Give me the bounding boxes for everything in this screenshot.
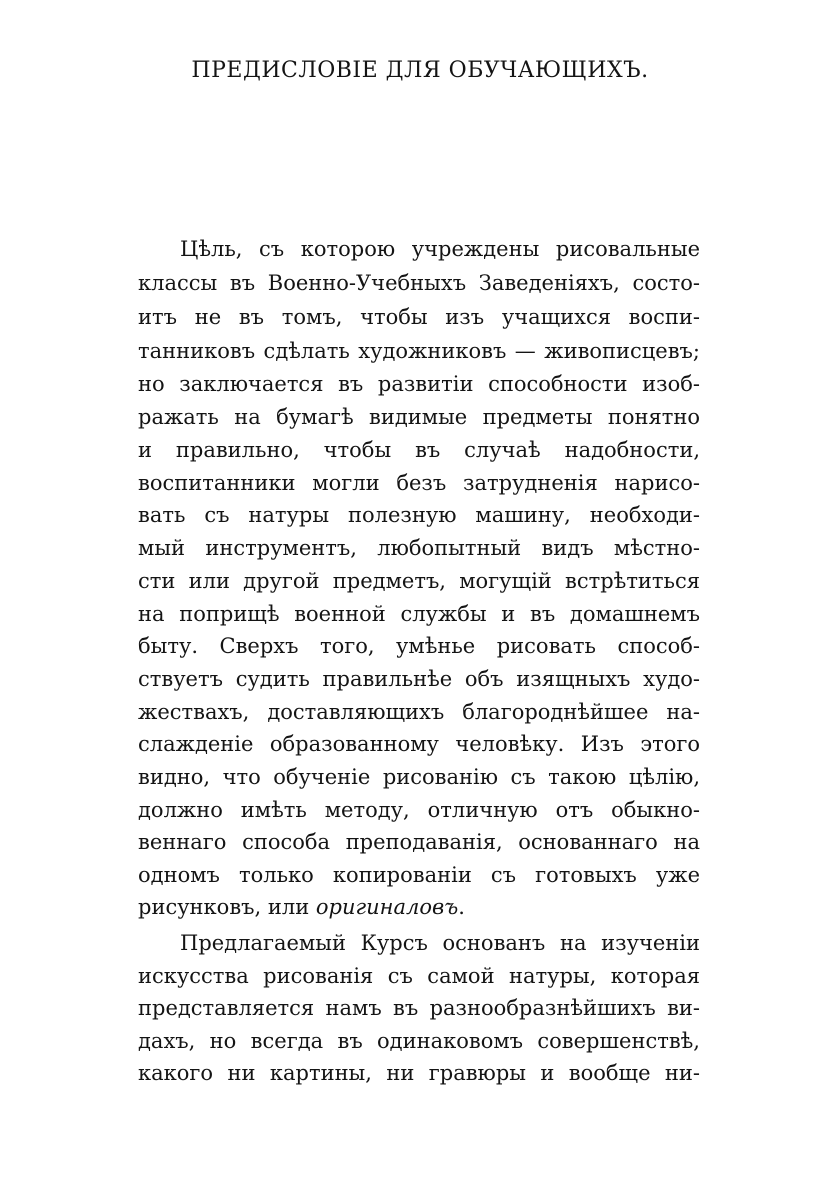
text-line: итъ не въ томъ, чтобы изъ учащихся воспи- — [138, 305, 700, 329]
text-line: но заключается въ развитіи способности изоб- — [138, 372, 700, 396]
text-line: ствуетъ судить правильнѣе объ изящныхъ худо- — [138, 667, 700, 691]
page-title: ПРЕДИСЛОВІЕ ДЛЯ ОБУЧАЮЩИХЪ. — [191, 58, 649, 83]
text-line: видно, что обученіе рисованію съ такою цѣлію, — [138, 765, 700, 789]
text-line: ражать на бумагѣ видимые предметы понятно — [138, 405, 700, 429]
text-line: должно имѣть методу, отличную отъ обыкно- — [138, 798, 700, 822]
text-line: представляется намъ въ разнообразнѣйшихъ ви- — [138, 996, 700, 1020]
text-line: мый инструментъ, любопытный видъ мѣстно- — [138, 536, 700, 560]
italic-term: оригиналовъ — [315, 895, 459, 919]
text-line: быту. Сверхъ того, умѣнье рисовать способ- — [138, 634, 700, 658]
text-line: дахъ, но всегда въ одинаковомъ совершенствѣ, — [138, 1029, 700, 1053]
text-line: на поприщѣ военной службы и въ домашнемъ — [138, 602, 700, 626]
text-run: . — [458, 895, 465, 919]
text-line-last — [138, 890, 700, 924]
text-line: веннаго способа преподаванія, основаннаго на — [138, 830, 700, 854]
text-line: жествахъ, доставляющихъ благороднѣйшее на- — [138, 700, 700, 724]
text-line: какого ни картины, ни гравюры и вообще ни- — [138, 1061, 700, 1085]
text-line: слажденіе образованному человѣку. Изъ этого — [138, 732, 700, 756]
text-line: Цѣль, съ которою учреждены рисовальные — [180, 237, 700, 261]
text-line: одномъ только копированіи съ готовыхъ уже — [138, 863, 700, 887]
text-line: воспитанники могли безъ затрудненія нарисо- — [138, 471, 700, 495]
text-line: танниковъ сдѣлать художниковъ — живописцевъ; — [138, 339, 700, 363]
text-line: Предлагаемый Курсъ основанъ на изученіи — [180, 931, 700, 955]
text-line: искусства рисованія съ самой натуры, которая — [138, 964, 700, 988]
text-line: и правильно, чтобы въ случаѣ надобности, — [138, 438, 700, 462]
text-line: сти или другой предметъ, могущій встрѣтиться — [138, 569, 700, 593]
text-run: рисунковъ, или — [138, 895, 316, 919]
text-line: классы въ Военно-Учебныхъ Заведеніяхъ, состо- — [138, 271, 700, 295]
text-line: вать съ натуры полезную машину, необходи- — [138, 503, 700, 527]
